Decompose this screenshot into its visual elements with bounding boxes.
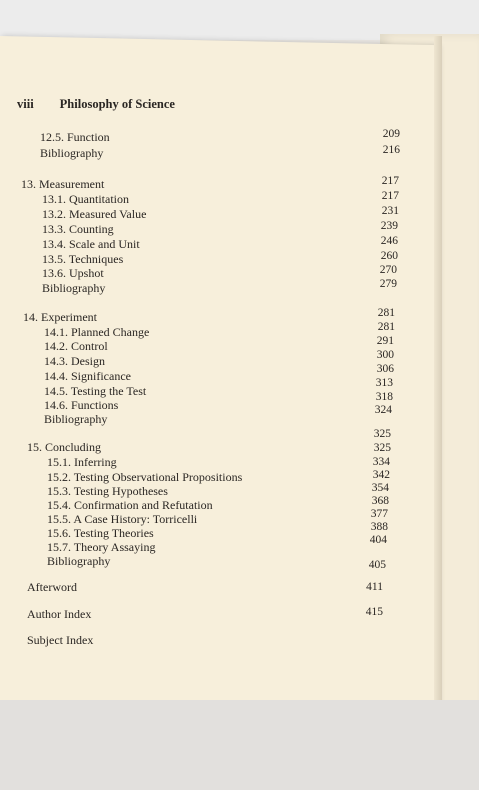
toc-entry-page: 368 [371, 495, 389, 507]
toc-entry-text: 13.2. Measured Value [42, 207, 147, 221]
toc-entry-text: 13.4. Scale and Unit [42, 237, 140, 251]
toc-entry-text: 15.3. Testing Hypotheses [47, 484, 168, 498]
toc-entry-text: Bibliography [40, 146, 104, 160]
running-head-title: Philosophy of Science [59, 97, 175, 111]
toc-entry-text: 15. Concluding [27, 440, 101, 454]
toc-entry-page: 318 [375, 391, 393, 403]
toc-entry-page: 216 [382, 144, 400, 156]
toc-entry-page: 306 [376, 363, 394, 375]
toc-entry-text: 14.5. Testing the Test [44, 384, 147, 398]
toc-entry-text: 14.3. Design [44, 354, 105, 368]
toc-entry-page: 325 [373, 428, 391, 440]
toc-entry-text: 14.4. Significance [44, 369, 131, 383]
toc-entry-text: 14.1. Planned Change [44, 325, 150, 339]
toc-entry-page: 354 [371, 482, 389, 494]
toc-entry-page: 260 [380, 250, 398, 262]
toc-entry-page: 342 [372, 469, 390, 481]
toc-entry-text: 15.1. Inferring [47, 455, 117, 469]
toc-entry-page: 377 [370, 508, 388, 520]
toc-entry-text: 14.6. Functions [44, 398, 119, 412]
toc-entry-page: 324 [374, 404, 392, 416]
toc-entry-page: 281 [377, 321, 395, 333]
toc-entry-page: 231 [381, 205, 399, 217]
toc-entry-text: Afterword [27, 580, 77, 594]
toc-entry-text: 13.3. Counting [42, 222, 114, 236]
toc-entry-page: 217 [381, 175, 399, 187]
toc-entry-text: 13. Measurement [21, 177, 105, 191]
toc-entry-text: Bibliography [47, 554, 111, 568]
running-head-page-number: viii [17, 97, 34, 111]
toc-entry-text: 15.5. A Case History: Torricelli [47, 512, 198, 526]
toc-entry-text: 15.7. Theory Assaying [47, 540, 156, 554]
toc-entry-text: 13.6. Upshot [42, 266, 104, 280]
toc-entry-page: 313 [375, 377, 393, 389]
toc-entry-text: Bibliography [44, 412, 108, 426]
toc-entry-page: 388 [370, 521, 388, 533]
toc-entry-page: 239 [380, 220, 398, 232]
toc-entry-page: 270 [379, 264, 397, 276]
toc-entry-page: 279 [379, 278, 397, 290]
toc-entry-text: Subject Index [27, 633, 94, 647]
toc-entry-page: 246 [380, 235, 398, 247]
toc-entry-text: 13.5. Techniques [42, 252, 124, 266]
toc-entry-page: 325 [373, 442, 391, 454]
toc-entry-text: Author Index [27, 607, 92, 621]
toc-entry-text: 12.5. Function [40, 130, 110, 144]
toc-entry-text: 15.6. Testing Theories [47, 526, 154, 540]
toc-entry-page: 209 [382, 128, 400, 140]
toc-entry-page: 405 [368, 559, 386, 571]
toc-entry-page: 404 [369, 534, 387, 546]
toc-entry-text: Bibliography [42, 281, 106, 295]
toc-entry-page: 281 [377, 307, 395, 319]
toc-entry-text: 14. Experiment [23, 310, 97, 324]
toc-entry-text: 15.2. Testing Observational Propositions [47, 470, 243, 484]
toc-entry-text: 15.4. Confirmation and Refutation [47, 498, 213, 512]
toc-entry-page: 411 [366, 581, 383, 593]
toc-entry-page: 300 [376, 349, 394, 361]
toc-entry-page: 217 [381, 190, 399, 202]
toc-entry-text: 14.2. Control [44, 339, 108, 353]
toc-entry-page: 334 [372, 456, 390, 468]
toc-entry-text: 13.1. Quantitation [42, 192, 129, 206]
toc-entry-page: 291 [376, 335, 394, 347]
toc-entry-page: 415 [365, 606, 383, 618]
